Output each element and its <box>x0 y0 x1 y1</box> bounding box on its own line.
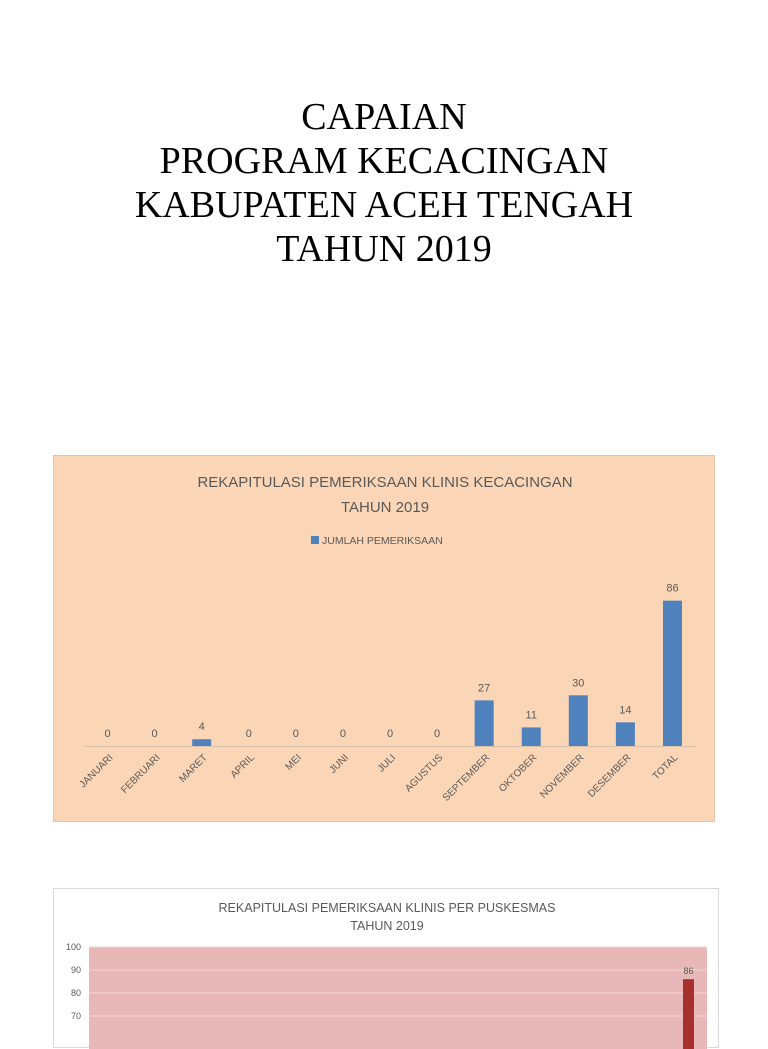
chart1-x-tick-label: MARET <box>177 752 210 785</box>
chart1-data-label: 0 <box>339 728 346 740</box>
chart1-x-tick-label: MEI <box>283 752 304 773</box>
chart1-data-label: 0 <box>245 728 252 740</box>
chart1-data-label: 0 <box>292 728 299 740</box>
chart2-bar <box>683 979 694 1049</box>
chart1-title-line-2: TAHUN 2019 <box>340 499 430 516</box>
chart1-x-tick-label: JANUARI <box>77 752 116 791</box>
chart2-y-tick-label: 70 <box>70 1011 81 1021</box>
chart1-x-tick-label: AGUSTUS <box>403 752 446 795</box>
chart1-data-label: 0 <box>151 728 158 740</box>
chart1-data-label: 0 <box>104 728 111 740</box>
chart1-legend-label: JUMLAH PEMERIKSAAN <box>322 535 443 547</box>
chart2-plot-area <box>89 947 707 1049</box>
page-title-line-1: CAPAIAN <box>301 96 467 138</box>
page-title <box>0 95 768 271</box>
chart1-legend-swatch <box>311 536 319 544</box>
chart1-x-tick-label: SEPTEMBER <box>440 752 493 804</box>
puskesmas-exam-chart-svg <box>54 889 720 1049</box>
monthly-exam-chart <box>53 455 715 822</box>
chart1-bar <box>522 727 541 746</box>
chart1-data-label: 11 <box>525 709 537 722</box>
chart1-x-tick-label: JUNI <box>327 752 352 776</box>
chart2-y-tick-label: 90 <box>70 965 81 975</box>
chart1-x-tick-label: FEBRUARI <box>119 752 163 796</box>
chart1-title-line-1: REKAPITULASI PEMERIKSAAN KLINIS KECACINGAN <box>197 474 573 491</box>
chart1-x-tick-label: JULI <box>375 752 399 775</box>
chart1-data-label: 14 <box>619 704 632 717</box>
chart1-data-label: 30 <box>572 677 585 690</box>
chart1-x-tick-label: TOTAL <box>650 752 681 783</box>
puskesmas-exam-chart <box>53 888 719 1048</box>
page-title-line-3: KABUPATEN ACEH TENGAH <box>134 184 634 226</box>
page-title-line-2: PROGRAM KECACINGAN <box>159 140 609 182</box>
page-title-line-4: TAHUN 2019 <box>276 228 492 270</box>
chart1-data-label: 27 <box>478 682 491 695</box>
chart1-data-label: 86 <box>666 582 679 595</box>
chart2-title-line-2: TAHUN 2019 <box>350 919 424 933</box>
chart1-x-tick-label: APRIL <box>228 752 257 781</box>
chart1-data-label: 0 <box>386 728 394 740</box>
chart1-bar <box>663 601 682 746</box>
chart2-y-tick-label: 80 <box>70 988 81 998</box>
chart1-bar <box>475 700 494 746</box>
monthly-exam-chart-svg <box>54 456 716 823</box>
chart1-x-tick-label: OKTOBER <box>497 752 540 795</box>
chart1-x-tick-label: NOVEMBER <box>538 752 587 801</box>
chart1-data-label: 4 <box>198 721 205 734</box>
chart1-data-label: 0 <box>434 728 441 740</box>
chart2-y-tick-label: 100 <box>65 942 81 952</box>
chart1-bar <box>192 739 211 746</box>
chart2-data-label: 86 <box>683 966 694 977</box>
chart2-title-line-1: REKAPITULASI PEMERIKSAAN KLINIS PER PUSKESMAS <box>218 901 556 915</box>
chart1-bar <box>569 695 588 746</box>
chart1-x-tick-label: DESEMBER <box>586 752 634 800</box>
chart1-bar <box>616 722 635 746</box>
